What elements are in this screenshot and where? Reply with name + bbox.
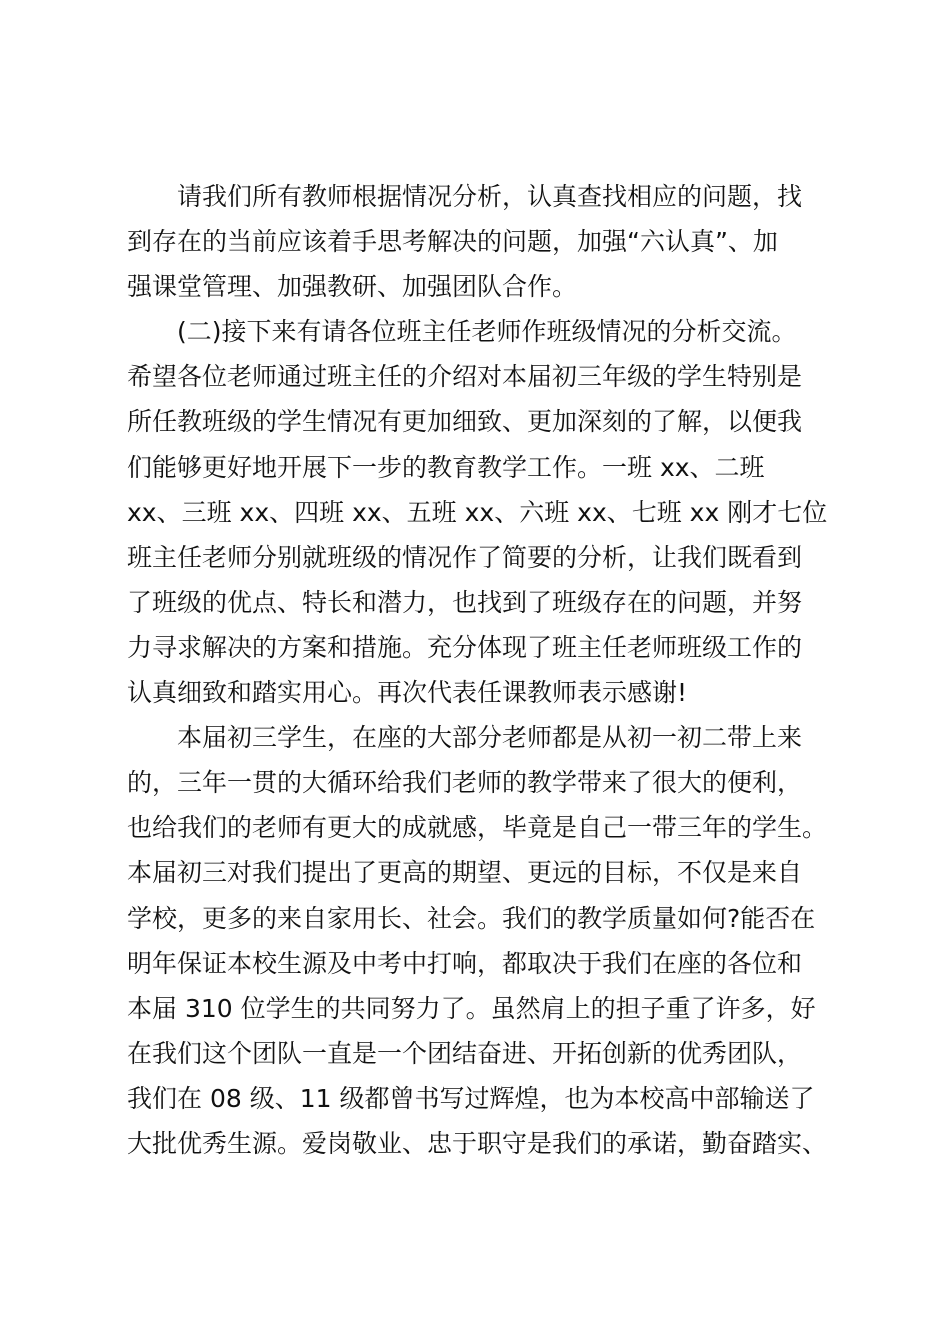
text-line: 了班级的优点、特长和潜力，也找到了班级存在的问题，并努 (127, 587, 803, 617)
text-line: 大批优秀生源。爱岗敬业、忠于职守是我们的承诺，勤奋踏实、 (127, 1128, 828, 1158)
text-line: 明年保证本校生源及中考中打响，都取决于我们在座的各位和 (127, 948, 803, 978)
text-line: 班主任老师分别就班级的情况作了简要的分析，让我们既看到 (127, 542, 803, 572)
text-line: 力寻求解决的方案和措施。充分体现了班主任老师班级工作的 (127, 632, 803, 662)
text-line: 到存在的当前应该着手思考解决的问题，加强“六认真”、加 (127, 227, 778, 257)
document-body (127, 174, 833, 1166)
text-line: xx、三班 xx、四班 xx、五班 xx、六班 xx、七班 xx 刚才七位 (127, 497, 828, 527)
text-line: 本届 310 位学生的共同努力了。虽然肩上的担子重了许多，好 (127, 993, 816, 1023)
paragraph-grade-three-students (127, 715, 833, 1166)
text-line: 本届初三对我们提出了更高的期望、更远的目标，不仅是来自 (127, 858, 803, 888)
text-line: (二)接下来有请各位班主任老师作班级情况的分析交流。 (177, 317, 797, 347)
text-line: 也给我们的老师有更大的成就感，毕竟是自己一带三年的学生。 (127, 813, 828, 843)
text-line: 们能够更好地开展下一步的教育教学工作。一班 xx、二班 (127, 452, 765, 482)
text-line: 所任教班级的学生情况有更加细致、更加深刻的了解，以便我 (127, 407, 803, 437)
text-line: 我们在 08 级、11 级都曾书写过辉煌，也为本校高中部输送了 (127, 1083, 815, 1113)
text-line: 本届初三学生，在座的大部分老师都是从初一初二带上来 (177, 723, 803, 753)
text-line: 的，三年一贯的大循环给我们老师的教学带来了很大的便利， (127, 768, 803, 798)
text-line: 学校，更多的来自家用长、社会。我们的教学质量如何?能否在 (127, 903, 816, 933)
text-line: 强课堂管理、加强教研、加强团队合作。 (127, 272, 578, 302)
text-line: 请我们所有教师根据情况分析，认真查找相应的问题，找 (177, 182, 803, 211)
paragraph-class-teacher-exchange (127, 309, 833, 715)
text-line: 认真细致和踏实用心。再次代表任课教师表示感谢! (127, 678, 688, 708)
text-line: 在我们这个团队一直是一个团结奋进、开拓创新的优秀团队， (127, 1038, 803, 1068)
text-line: 希望各位老师通过班主任的介绍对本届初三年级的学生特别是 (127, 362, 803, 392)
paragraph-teacher-analysis (127, 174, 833, 309)
